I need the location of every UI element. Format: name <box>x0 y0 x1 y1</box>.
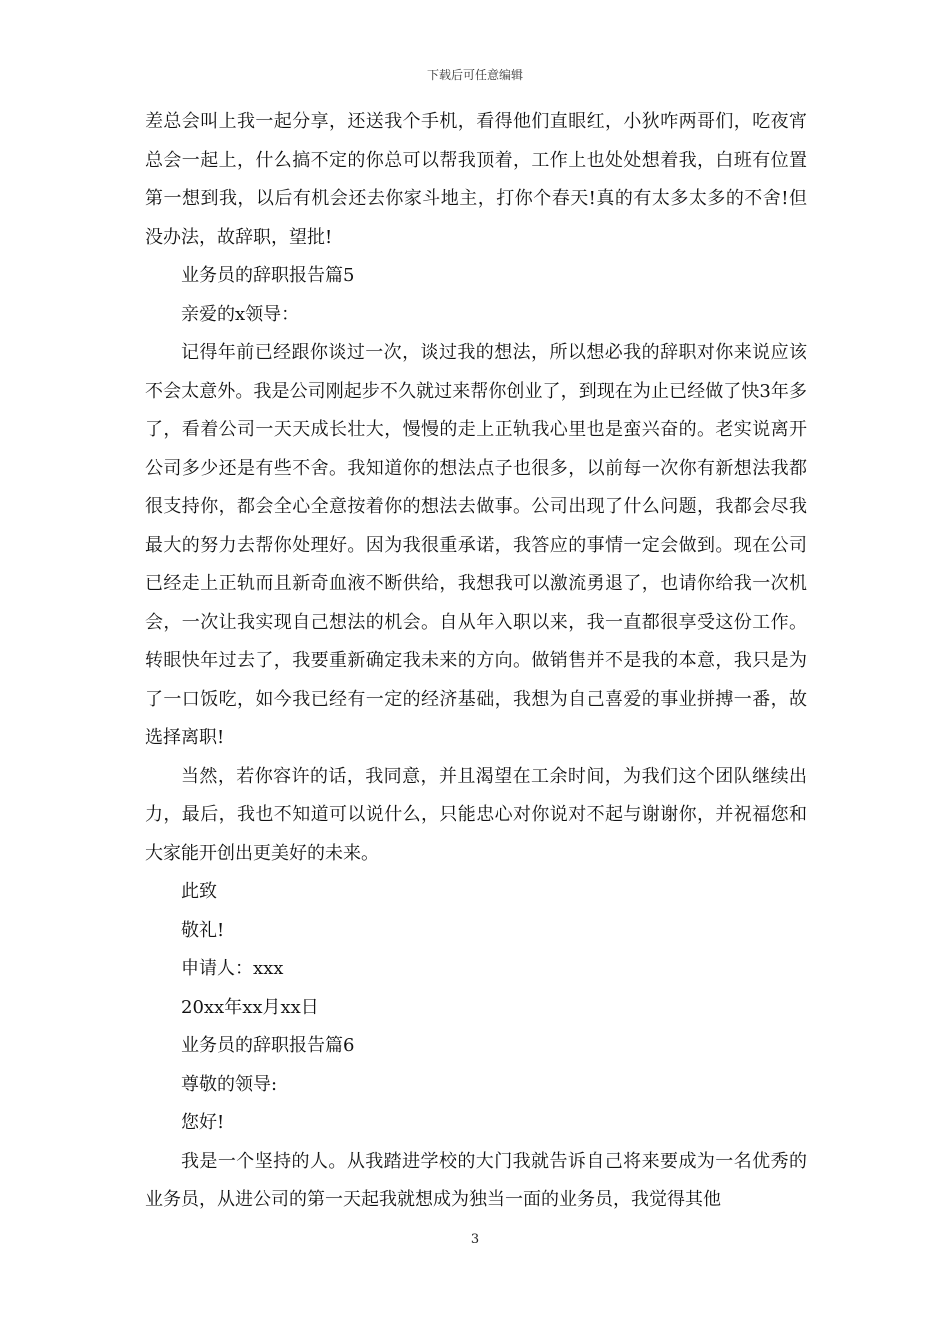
closing-jingli: 敬礼! <box>181 919 225 941</box>
body-paragraph-5-1: 记得年前已经跟你谈过一次，谈过我的想法，所以想必我的辞职对你来说应该不会太意外。我是公司刚起步不久就过来帮你创业了，到现在为止已经做了快3年多了，看着公司一天天成长壮大，慢慢的走上正轨我心里也是蛮兴奋的。老实说离开公司多少还是有些不舍。我知道你的想法点子也很多，以前每一次你有新想法我都很支持你，都会全心全意按着你的想法去做事。公司出现了什么问题，我都会尽我最大的努力去帮你处理好。因为我很重承诺，我答应的事情一定会做到。现在公司已经走上正轨而且新奇血液不断供给，我想我可以激流勇退了，也请你给我一次机会，一次让我实现自己想法的机会。自从年入职以来，我一直都很享受这份工作。转眼快年过去了，我要重新确定我未来的方向。做销售并不是我的本意，我只是为了一口饭吃，如今我已经有一定的经济基础，我想为自己喜爱的事业拼搏一番，故选择离职! <box>145 342 807 748</box>
greeting-6: 您好! <box>181 1112 225 1133</box>
closing-cizhi: 此致 <box>181 881 217 902</box>
body-paragraph-6-1: 我是一个坚持的人。从我踏进学校的大门我就告诉自己将来要成为一名优秀的业务员，从进公司的第一天起我就想成为独当一面的业务员，我觉得其他 <box>145 1150 807 1210</box>
section-title-5: 业务员的辞职报告篇5 <box>181 265 355 286</box>
date-line: 20xx年xx月xx日 <box>181 996 319 1018</box>
continuation-paragraph: 差总会叫上我一起分享，还送我个手机，看得他们直眼红，小狄咋两哥们，吃夜宵总会一起上，什么搞不定的你总可以帮我顶着，工作上也处处想着我，白班有位置第一想到我，以后有机会还去你家斗地主，打你个春天!真的有太多太多的不舍!但没办法，故辞职，望批! <box>145 111 807 248</box>
page-number: 3 <box>470 1232 480 1247</box>
page-header: 下载后可任意编辑 <box>426 68 523 82</box>
salutation-5: 亲爱的x领导： <box>181 303 300 325</box>
document-body <box>145 103 807 1220</box>
salutation-6: 尊敬的领导: <box>181 1073 278 1095</box>
applicant-line: 申请人：xxx <box>181 958 284 979</box>
section-title-6: 业务员的辞职报告篇6 <box>181 1035 355 1056</box>
body-paragraph-5-2: 当然，若你容许的话，我同意，并且渴望在工余时间，为我们这个团队继续出力，最后，我也不知道可以说什么，只能忠心对你说对不起与谢谢你，并祝福您和大家能开创出更美好的未来。 <box>145 765 807 864</box>
